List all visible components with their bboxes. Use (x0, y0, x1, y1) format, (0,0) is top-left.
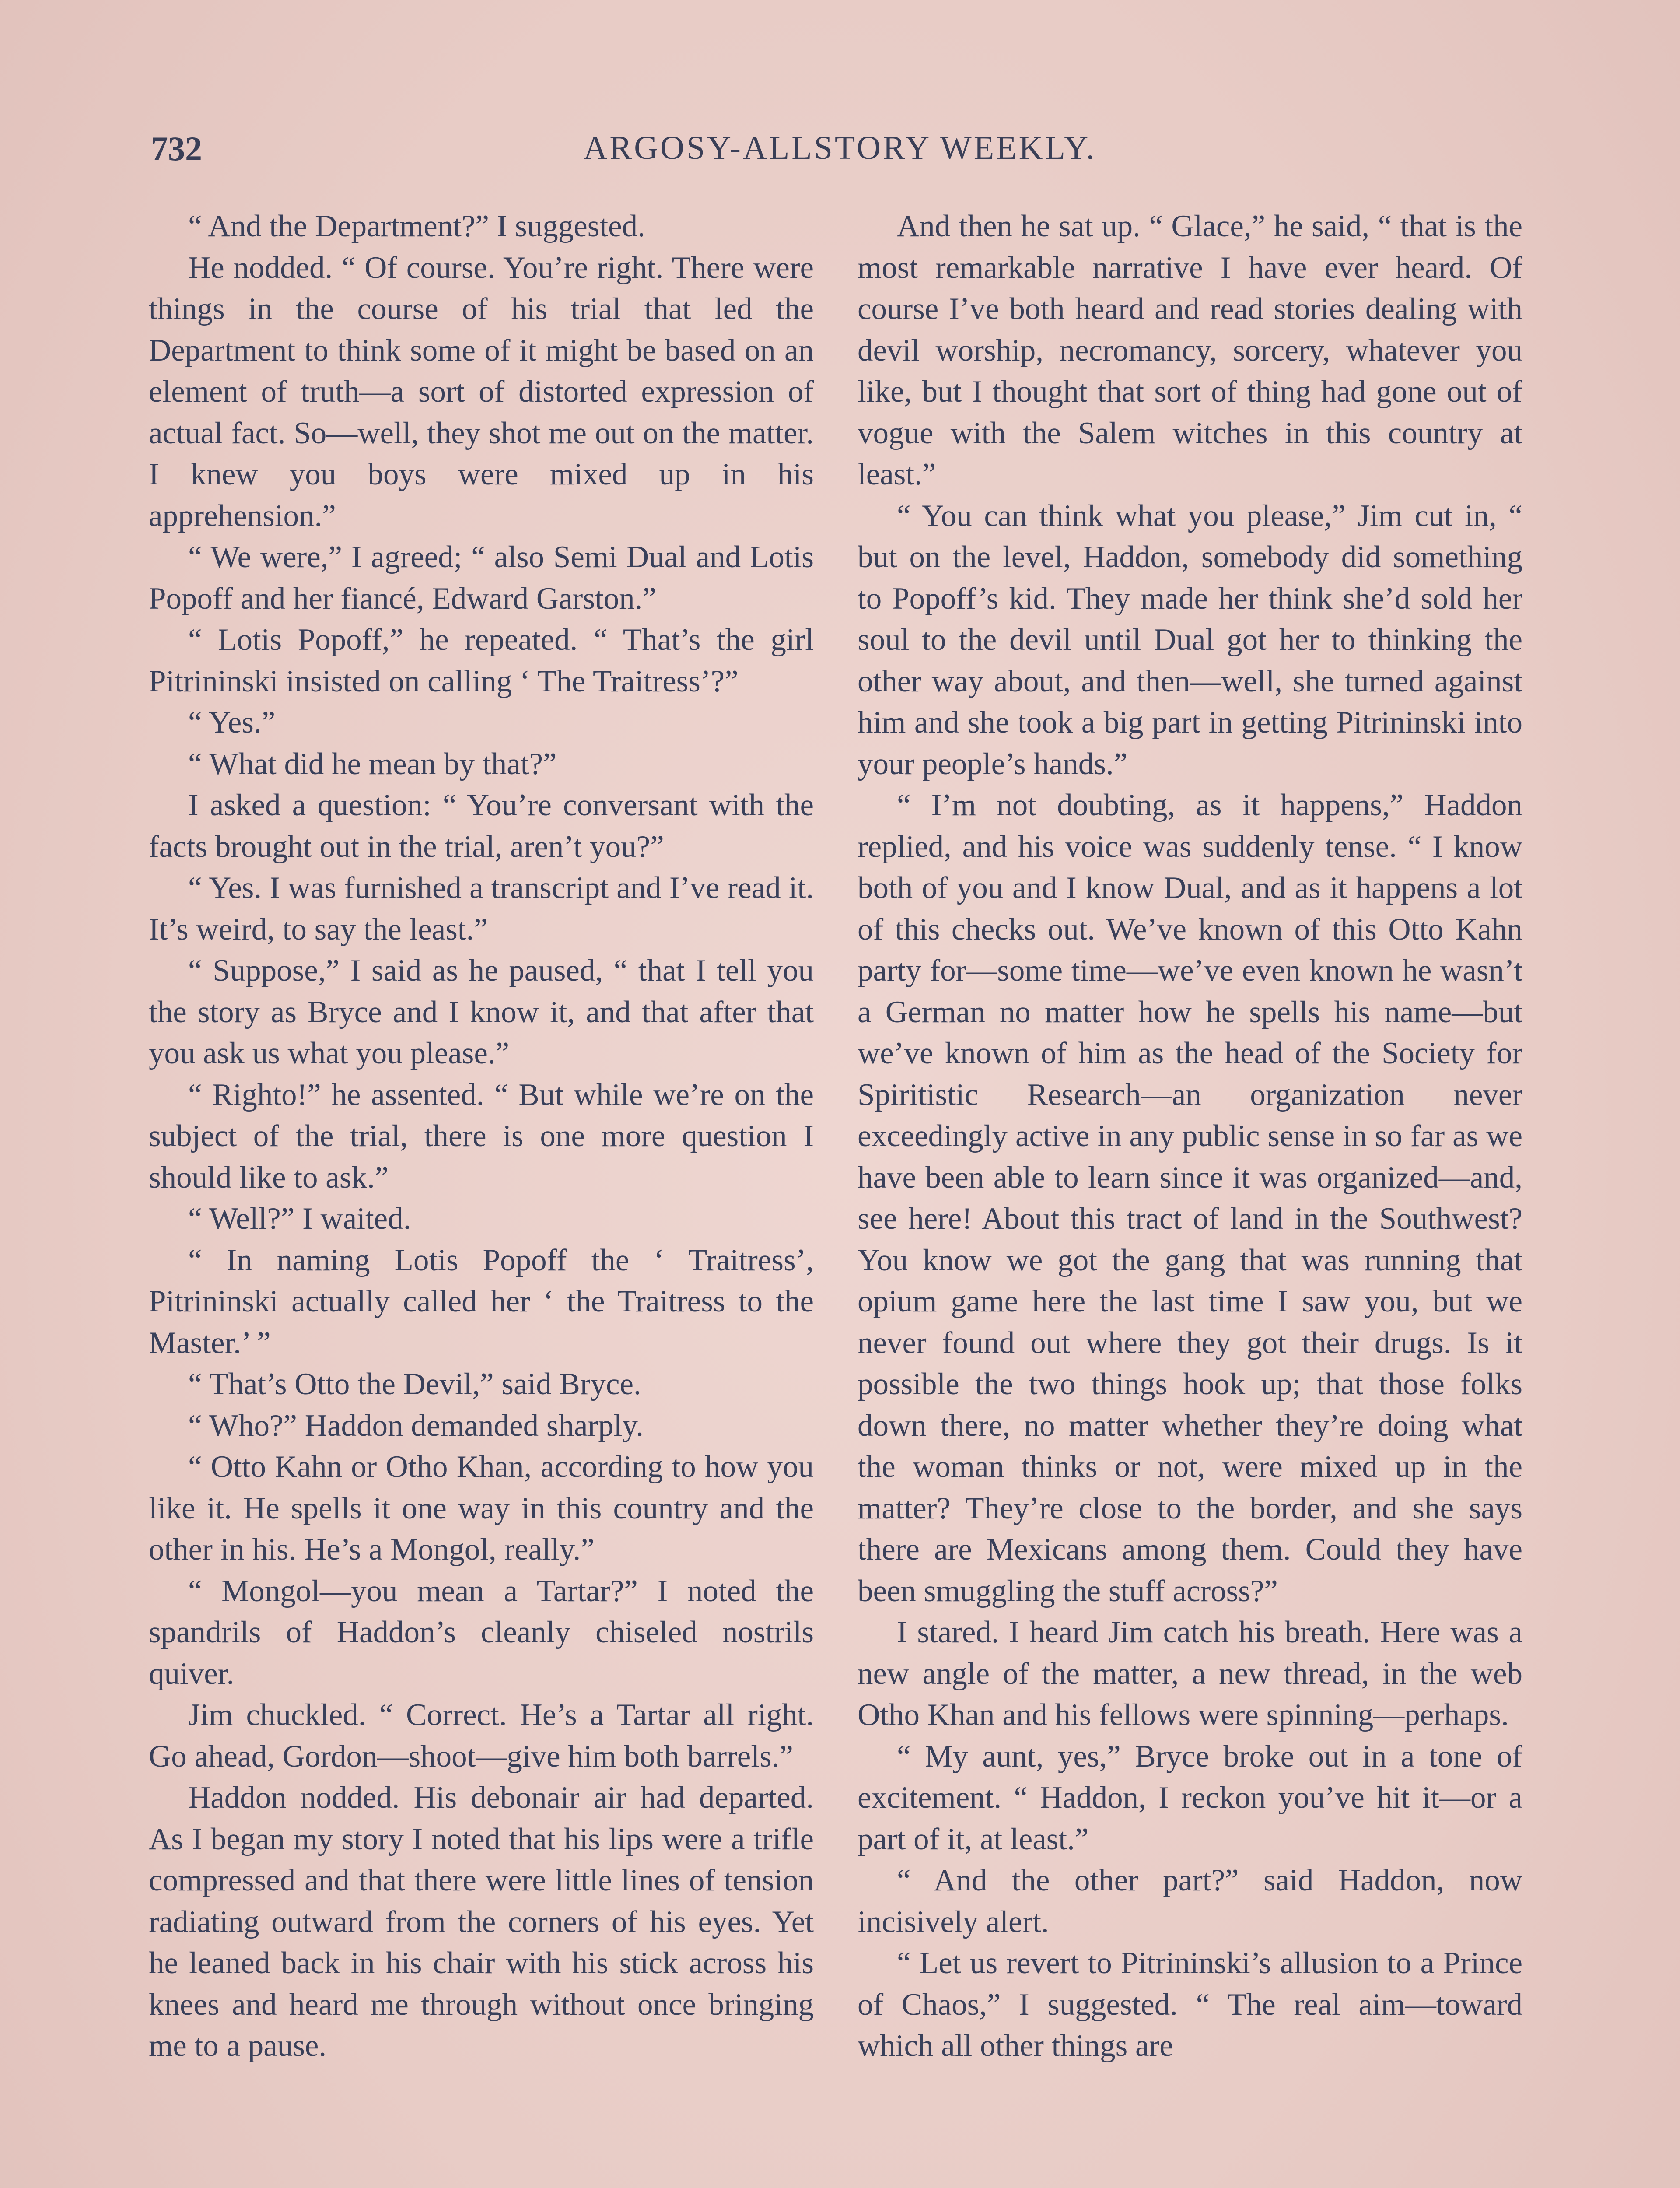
paragraph: “ That’s Otto the Devil,” said Bryce. (188, 1367, 641, 1401)
page-number: 732 (151, 130, 202, 168)
paragraph: He nodded. “ Of course. You’re right. There were things in the course of his trial that led the Department to think some of it might be based on an element of truth—a sort of distorted expression of actual fact. So—well, they shot me out on the matter. I knew you boys were mixed up in his apprehension.” (149, 250, 814, 533)
paragraph: Jim chuckled. “ Correct. He’s a Tartar all right. Go ahead, Gordon—shoot—give him both barrels.” (149, 1698, 814, 1774)
paragraph: I asked a question: “ You’re conversant with the facts brought out in the trial, aren’t you?” (149, 788, 814, 864)
paragraph: “ Righto!” he assented. “ But while we’re on the subject of the trial, there is one more question I should like to ask.” (149, 1077, 814, 1195)
paragraph: Haddon nodded. His debonair air had departed. As I began my story I noted that his lips were a trifle compressed and that there were little lines of tension radiating outward from the corners of his eyes. Yet he leaned back in his chair with his stick across his knees and heard me through without once bringing me to a pause. (149, 1781, 814, 2063)
left-text-column (149, 206, 814, 2067)
paragraph: “ Yes. I was furnished a transcript and I’ve read it. It’s weird, to say the least.” (149, 871, 814, 947)
paragraph: “ In naming Lotis Popoff the ‘ Traitress’, Pitrininski actually called her ‘ the Traitress to the Master.’ ” (149, 1243, 814, 1360)
paragraph: I stared. I heard Jim catch his breath. Here was a new angle of the matter, a new thread, in the web Otho Khan and his fellows were spinning—perhaps. (858, 1615, 1522, 1732)
paragraph: “ Who?” Haddon demanded sharply. (188, 1408, 644, 1443)
paragraph: “ Yes.” (188, 705, 276, 740)
paragraph: “ What did he mean by that?” (188, 747, 557, 781)
paragraph: “ Let us revert to Pitrininski’s allusion to a Prince of Chaos,” I suggested. “ The real aim—toward which all other things are (858, 1946, 1522, 2063)
paragraph: And then he sat up. “ Glace,” he said, “ that is the most remarkable narrative I have ever heard. Of course I’ve both heard and read stories dealing with devil worship, necromancy, sorcery, whatever you like, but I thought that sort of thing had gone out of vogue with the Salem witches in this country at least.” (858, 209, 1522, 491)
paragraph: “ Well?” I waited. (188, 1202, 411, 1236)
paragraph: “ My aunt, yes,” Bryce broke out in a tone of excitement. “ Haddon, I reckon you’ve hit it—or a part of it, at least.” (858, 1739, 1522, 1856)
paragraph: “ Suppose,” I said as he paused, “ that I tell you the story as Bryce and I know it, and that after that you ask us what you please.” (149, 954, 814, 1070)
paragraph: “ I’m not doubting, as it happens,” Haddon replied, and his voice was suddenly tense. “ I know both of you and I know Dual, and as it happens a lot of this checks out. We’ve known of this Otto Kahn party for—some time—we’ve even known he wasn’t a German no matter how he spells his name—but we’ve known of him as the head of the Society for Spiritistic Research—an organization never exceedingly active in any public sense in so far as we have been able to learn since it was organized—and, see here! About this tract of land in the Southwest? You know we got the gang that was running that opium game here the last time I saw you, but we never found out where they got their drugs. Is it possible the two things hook up; that those folks down there, no matter whether they’re doing what the woman thinks or not, were mixed up in the matter? They’re close to the border, and she says there are Mexicans among them. Could they have been smuggling the stuff across?” (858, 788, 1522, 1608)
paragraph: “ You can think what you please,” Jim cut in, “ but on the level, Haddon, somebody did something to Popoff’s kid. They made her think she’d sold her soul to the devil until Dual got her to thinking the other way about, and then—well, she turned against him and she took a big part in getting Pitrininski into your people’s hands.” (858, 498, 1522, 781)
paragraph: “ Mongol—you mean a Tartar?” I noted the spandrils of Haddon’s cleanly chiseled nostrils quiver. (149, 1574, 814, 1691)
paragraph: “ And the other part?” said Haddon, now incisively alert. (858, 1863, 1522, 1939)
right-text-column (858, 206, 1522, 2067)
paragraph: “ And the Department?” I suggested. (188, 209, 645, 243)
running-title: ARGOSY-ALLSTORY WEEKLY. (583, 130, 1097, 166)
paragraph: “ Lotis Popoff,” he repeated. “ That’s the girl Pitrininski insisted on calling ‘ The Traitress’?” (149, 623, 814, 698)
paragraph: “ Otto Kahn or Otho Khan, according to how you like it. He spells it one way in this country and the other in his. He’s a Mongol, really.” (149, 1450, 814, 1567)
paragraph: “ We were,” I agreed; “ also Semi Dual and Lotis Popoff and her fiancé, Edward Garston.” (149, 540, 814, 616)
page-header (0, 129, 1680, 182)
